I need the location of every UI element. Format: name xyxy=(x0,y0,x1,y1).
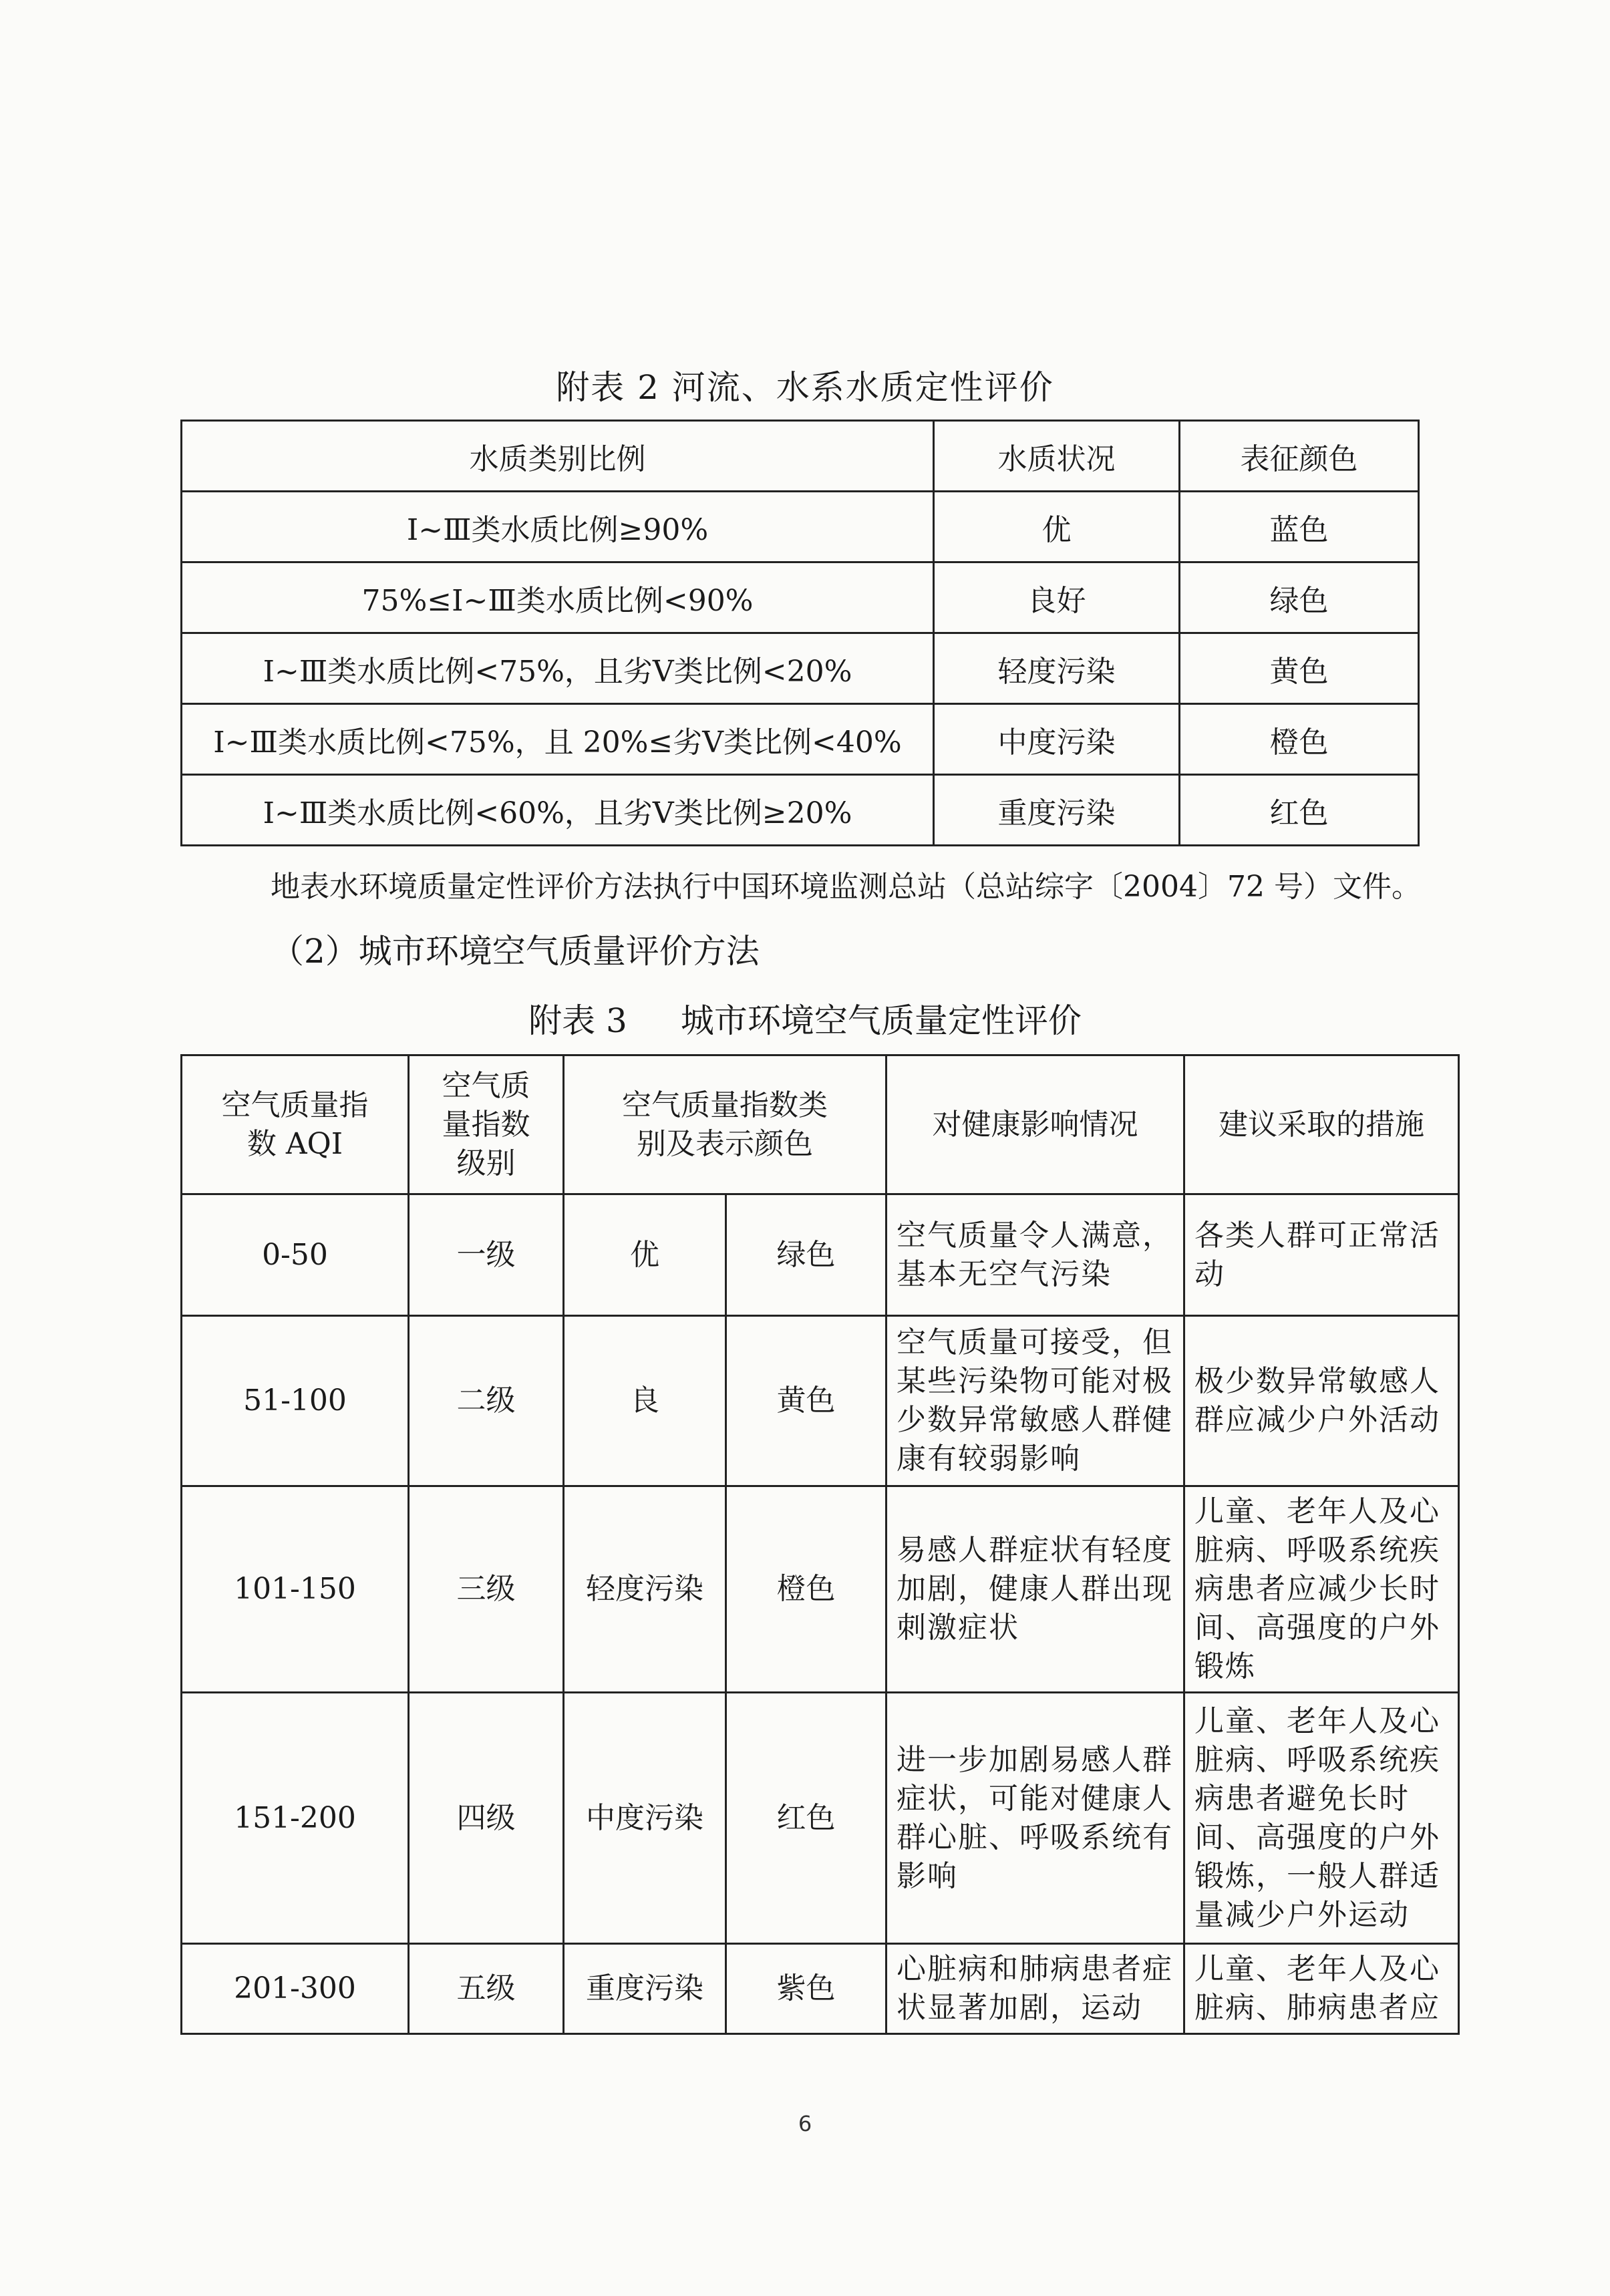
table-cell-level: 二级 xyxy=(409,1316,564,1486)
table-cell-aqi: 51-100 xyxy=(182,1316,409,1486)
table-cell-color: 橙色 xyxy=(726,1486,887,1693)
table-row xyxy=(182,492,1419,562)
table-cell: Ⅰ~Ⅲ类水质比例<75%，且 20%≤劣Ⅴ类比例<40% xyxy=(182,704,934,775)
table-cell-aqi: 201-300 xyxy=(182,1944,409,2034)
table-header: 表征颜色 xyxy=(1180,421,1419,492)
table-cell-health: 空气质量可接受，但某些污染物可能对极少数异常敏感人群健康有较弱影响 xyxy=(887,1316,1184,1486)
table-cell-measures: 各类人群可正常活动 xyxy=(1184,1194,1459,1316)
table-row xyxy=(182,633,1419,704)
table-row xyxy=(182,1486,1459,1693)
table-cell: Ⅰ~Ⅲ类水质比例<75%，且劣Ⅴ类比例<20% xyxy=(182,633,934,704)
table-cell: 绿色 xyxy=(1180,562,1419,633)
table-cell-health: 进一步加剧易感人群症状，可能对健康人群心脏、呼吸系统有影响 xyxy=(887,1693,1184,1944)
table-cell-level: 一级 xyxy=(409,1194,564,1316)
table-cell-category: 良 xyxy=(564,1316,726,1486)
table-cell: 橙色 xyxy=(1180,704,1419,775)
table-cell-category: 轻度污染 xyxy=(564,1486,726,1693)
table-cell-aqi: 151-200 xyxy=(182,1693,409,1944)
table-cell-level: 五级 xyxy=(409,1944,564,2034)
table-cell-health: 心脏病和肺病患者症状显著加剧，运动 xyxy=(887,1944,1184,2034)
table-row xyxy=(182,1316,1459,1486)
table-row xyxy=(182,1194,1459,1316)
table-cell-color: 绿色 xyxy=(726,1194,887,1316)
table-header-aqi: 空气质量指数 AQI xyxy=(182,1055,409,1194)
table-row xyxy=(182,1693,1459,1944)
table-cell-aqi: 101-150 xyxy=(182,1486,409,1693)
table-header-health: 对健康影响情况 xyxy=(887,1055,1184,1194)
table-cell: 75%≤Ⅰ~Ⅲ类水质比例<90% xyxy=(182,562,934,633)
table-cell-health: 空气质量令人满意，基本无空气污染 xyxy=(887,1194,1184,1316)
table-header-row xyxy=(182,1055,1459,1194)
table-cell-measures: 儿童、老年人及心脏病、呼吸系统疾病患者避免长时间、高强度的户外锻炼，一般人群适量减少户外运动 xyxy=(1184,1693,1459,1944)
section-heading: （2）城市环境空气质量评价方法 xyxy=(271,932,760,971)
table-row xyxy=(182,1944,1459,2034)
table-header-row xyxy=(182,421,1419,492)
table-cell-level: 三级 xyxy=(409,1486,564,1693)
table-cell-measures: 儿童、老年人及心脏病、肺病患者应 xyxy=(1184,1944,1459,2034)
table-cell: 黄色 xyxy=(1180,633,1419,704)
table-cell: 重度污染 xyxy=(934,775,1180,846)
table-cell-category: 重度污染 xyxy=(564,1944,726,2034)
table-cell: Ⅰ~Ⅲ类水质比例≥90% xyxy=(182,492,934,562)
table-cell-aqi: 0-50 xyxy=(182,1194,409,1316)
water-quality-table xyxy=(180,420,1420,846)
table-cell-level: 四级 xyxy=(409,1693,564,1944)
table-cell-measures: 儿童、老年人及心脏病、呼吸系统疾病患者应减少长时间、高强度的户外锻炼 xyxy=(1184,1486,1459,1693)
table-cell-category: 优 xyxy=(564,1194,726,1316)
table-cell: 中度污染 xyxy=(934,704,1180,775)
table-cell-category: 中度污染 xyxy=(564,1693,726,1944)
table-cell: 优 xyxy=(934,492,1180,562)
table-cell: 良好 xyxy=(934,562,1180,633)
table2-title: 附表 2 河流、水系水质定性评价 xyxy=(556,368,1054,407)
table-cell: 轻度污染 xyxy=(934,633,1180,704)
table-cell-color: 紫色 xyxy=(726,1944,887,2034)
table3-title xyxy=(0,1001,1610,1041)
table-header-measures: 建议采取的措施 xyxy=(1184,1055,1459,1194)
table-row xyxy=(182,704,1419,775)
table-cell-health: 易感人群症状有轻度加剧，健康人群出现刺激症状 xyxy=(887,1486,1184,1693)
table3-title-text: 城市环境空气质量定性评价 xyxy=(680,1001,1082,1040)
table-cell: Ⅰ~Ⅲ类水质比例<60%，且劣Ⅴ类比例≥20% xyxy=(182,775,934,846)
table-cell-color: 红色 xyxy=(726,1693,887,1944)
table-row xyxy=(182,562,1419,633)
table-cell-color: 黄色 xyxy=(726,1316,887,1486)
table-cell-measures: 极少数异常敏感人群应减少户外活动 xyxy=(1184,1316,1459,1486)
table-cell: 红色 xyxy=(1180,775,1419,846)
note-paragraph: 地表水环境质量定性评价方法执行中国环境监测总站（总站综字〔2004〕72 号）文件。 xyxy=(271,870,1421,904)
table-row xyxy=(182,775,1419,846)
table3-title-number: 附表 3 xyxy=(528,1001,627,1040)
table-header-category: 空气质量指数类别及表示颜色 xyxy=(564,1055,887,1194)
page-number: 6 xyxy=(798,2111,812,2136)
table-cell: 蓝色 xyxy=(1180,492,1419,562)
table-header: 水质类别比例 xyxy=(182,421,934,492)
air-quality-table xyxy=(180,1054,1460,2035)
table-header: 水质状况 xyxy=(934,421,1180,492)
table-header-level: 空气质量指数级别 xyxy=(409,1055,564,1194)
